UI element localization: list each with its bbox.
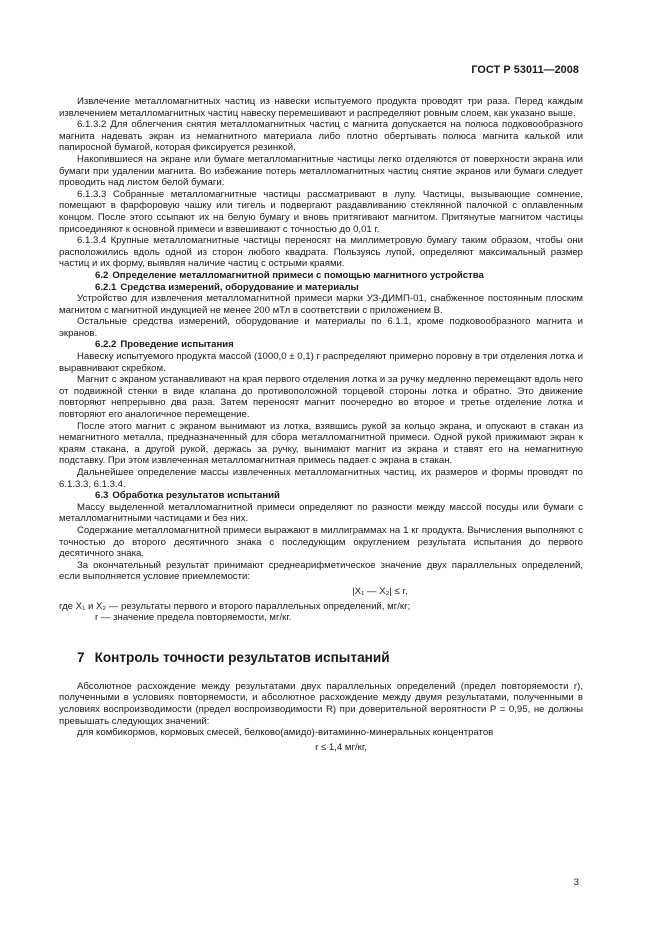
paragraph: Дальнейшее определение массы извлеченных металломагнитных частиц, их размеров и формы проводят по 6.1.3.3, 6.1.3.4. <box>59 467 583 490</box>
section-7-title <box>77 650 583 666</box>
paragraph: Навеску испытуемого продукта массой (1000,0 ± 0,1) г распределяют примерно поровну в три отделения лотка и выравнивают скребком. <box>59 351 583 374</box>
heading-6-2 <box>59 270 583 282</box>
page-number: 3 <box>573 877 579 888</box>
formula-legend: где X₁ и X₂ — результаты первого и второго параллельных определений, мг/кг; <box>59 600 411 612</box>
heading-text: Проведение испытания <box>120 339 234 351</box>
paragraph: За окончательный результат принимают среднеарифметическое значение двух параллельных определений, если выполняется условие приемлемости: <box>59 559 583 583</box>
paragraph: Массу выделенной металломагнитной примеси определяют по разности между массой посуды или бумаги с металломагнитными частицами и без них. <box>59 501 583 525</box>
paragraph: для комбикормов, кормовых смесей, белково(амидо)-витаминно-минеральных концентратов <box>77 727 494 739</box>
heading-number: 6.3 <box>95 490 109 502</box>
heading-text: Обработка результатов испытаний <box>112 490 280 502</box>
formula-legend: r — значение предела повторяемости, мг/кг. <box>95 612 292 624</box>
paragraph: После этого магнит с экраном вынимают из лотка, взявшись рукой за кольцо экрана, и опускают в стакан из немагнитного металла, предназначенный для сбора металломагнитной примеси. Одной рукой прижимают экран к краям стакана, а другой рукой, держась за ручку, вынимают магнит из экрана и ставят его на немагнитную подставку. При этом извлеченная металломагнитная примесь падает с экрана в стакан. <box>59 420 583 467</box>
formula-acceptability: |X₁ — X₂| ≤ r, <box>352 585 408 597</box>
formula-repeatability-limit: r ≤ 1,4 мг/кг, <box>315 741 367 753</box>
paragraph: Извлечение металломагнитных частиц из навески испытуемого продукта проводят три раза. Перед каждым извлечением металломагнитных частиц навеску перемешивают и распределяют ровным слоем, как указано выше. <box>59 96 583 119</box>
paragraph-6-1-3-3: 6.1.3.3 Собранные металломагнитные частицы рассматривают в лупу. Частицы, вызывающие сомнение, помещают в фарфоровую чашку или тигель и подвергают раздавливанию стеклянной палочкой с оплавленным концом. После этого ссыпают их на белую бумагу и вновь притягивают магнитом. Притянутые магнитом частицы присоединяют к основной примеси и взвешивают с точностью до 0,01 г. <box>59 188 583 235</box>
paragraph: Содержание металломагнитной примеси выражают в миллиграммах на 1 кг продукта. Вычисления выполняют с точностью до второго десятичного знака с последующим округлением результата испытания до первого десятичного знака. <box>59 524 583 560</box>
section-text: Контроль точности результатов испытаний <box>94 649 390 665</box>
paragraph: Устройство для извлечения металломагнитной примеси марки УЗ-ДИМП-01, снабженное постоянным плоским магнитом с магнитной индукцией не менее 200 мТл в соответствии с приложением В. <box>59 293 583 316</box>
heading-number: 6.2.2 <box>95 339 117 351</box>
heading-6-3 <box>59 490 583 502</box>
document-header: ГОСТ Р 53011—2008 <box>471 64 579 76</box>
paragraph: Магнит с экраном устанавливают на края первого отделения лотка и за ручку медленно перемещают вдоль него от подвижной стенки в виде клапана до противоположной торцевой стороны лотка и обратно. Это движение повторяют непрерывно два раза. Затем переносят магнит поочередно во второе и третье отделение лотка и повторяют его аналогичное перемещение. <box>59 374 583 421</box>
document-body <box>59 96 583 753</box>
paragraph: Остальные средства измерений, оборудование и материалы по 6.1.1, кроме подковообразного магнита и экранов. <box>59 316 583 339</box>
heading-6-2-2 <box>59 339 583 351</box>
heading-6-2-1 <box>59 282 583 294</box>
paragraph-6-1-3-4: 6.1.3.4 Крупные металломагнитные частицы переносят на миллиметровую бумагу таким образом, чтобы они расположились вдоль одной из сторон любого квадрата. Пользуясь лупой, определяют максимальный размер частиц и их форму, выявляя наличие частиц с острыми краями. <box>59 235 583 270</box>
paragraph-6-1-3-2: 6.1.3.2 Для облегчения снятия металломагнитных частиц с магнита допускается на полюса подковообразного магнита надевать экран из немагнитного материала либо плотно обертывать полюса магнита калькой или папиросной бумагой, которая фиксируется резинкой. <box>59 119 583 154</box>
heading-text: Средства измерений, оборудование и материалы <box>120 281 359 293</box>
section-number: 7 <box>77 649 85 665</box>
heading-number: 6.2 <box>95 269 109 281</box>
heading-text: Определение металломагнитной примеси с помощью магнитного устройства <box>112 269 484 281</box>
paragraph: Абсолютное расхождение между результатами двух параллельных определений (предел повторяемости r), полученными в условиях повторяемости, и абсолютное расхождение между двумя результатами, полученными в условиях воспроизводимости (предел воспроизводимости R) при доверительной вероятности P = 0,95, не должны превышать следующих значений: <box>59 680 583 727</box>
heading-number: 6.2.1 <box>95 281 117 293</box>
paragraph: Накопившиеся на экране или бумаге металломагнитные частицы легко отделяются от поверхности экрана или бумаги при удалении магнита. Во избежание потерь металломагнитных частиц снятие экранов или бумаги следует проводить над листом белой бумаги. <box>59 153 583 189</box>
